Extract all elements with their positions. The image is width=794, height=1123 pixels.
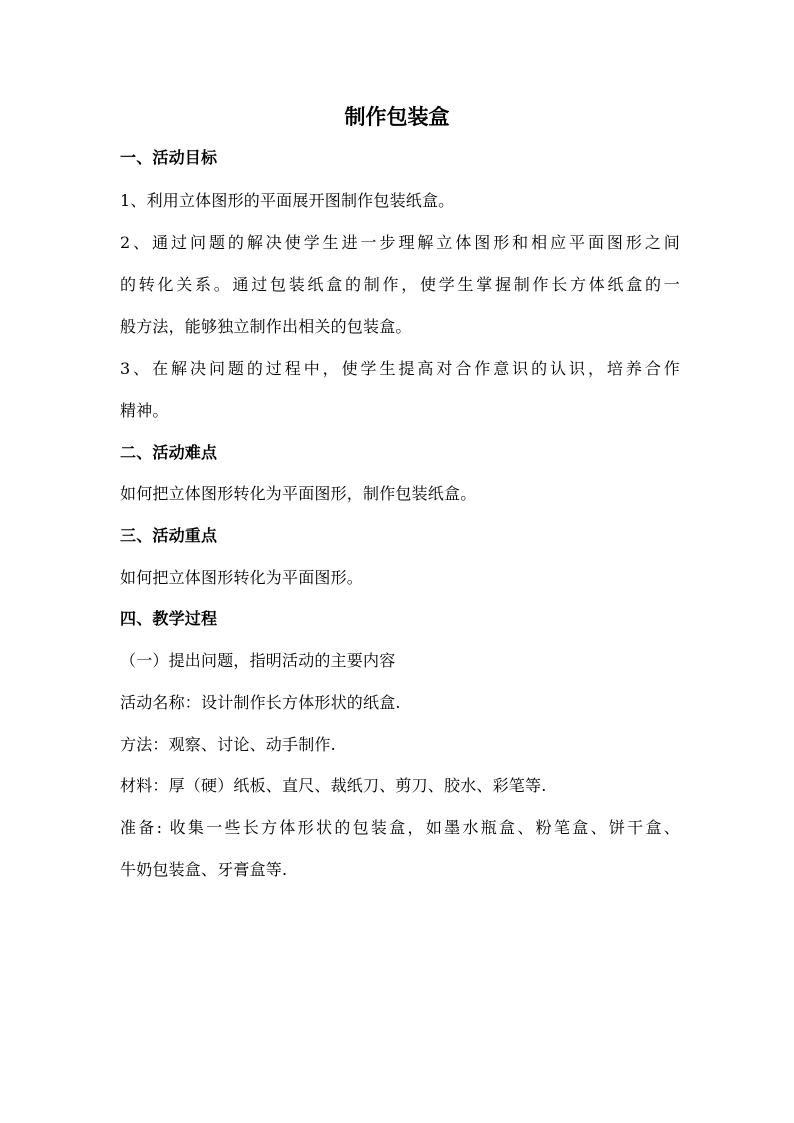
section-heading-difficulty: 二、活动难点 bbox=[120, 443, 218, 462]
activity-name-line: 活动名称：设计制作长方体形状的纸盒. bbox=[120, 693, 401, 712]
section-heading-process: 四、教学过程 bbox=[120, 609, 218, 628]
section-heading-key-point: 三、活动重点 bbox=[120, 526, 218, 545]
section-heading-goals: 一、活动目标 bbox=[120, 148, 218, 167]
materials-line: 材料：厚（硬）纸板、直尺、裁纸刀、剪刀、胶水、彩笔等. bbox=[120, 776, 547, 795]
goal-item-3-line-2: 精神。 bbox=[120, 401, 169, 420]
process-subheading-1: （一）提出问题，指明活动的主要内容 bbox=[120, 651, 396, 670]
difficulty-text: 如何把立体图形转化为平面图形，制作包装纸盒。 bbox=[120, 484, 477, 503]
key-point-text: 如何把立体图形转化为平面图形。 bbox=[120, 568, 364, 587]
method-line: 方法：观察、讨论、动手制作. bbox=[120, 735, 336, 754]
goal-item-2-line-1: 2、通过问题的解决使学生进一步理解立体图形和相应平面图形之间 bbox=[120, 233, 680, 252]
goal-item-1: 1、利用立体图形的平面展开图制作包装纸盒。 bbox=[120, 191, 455, 210]
goal-item-3-line-1: 3、在解决问题的过程中，使学生提高对合作意识的认识，培养合作 bbox=[120, 359, 680, 378]
goal-item-2-line-2: 的转化关系。通过包装纸盒的制作，使学生掌握制作长方体纸盒的一 bbox=[120, 275, 680, 294]
preparation-line-1: 准备: 收集一些长方体形状的包装盒，如墨水瓶盒、粉笔盒、饼干盒、 bbox=[120, 818, 680, 837]
goal-item-2-line-3: 般方法，能够独立制作出相关的包装盒。 bbox=[120, 317, 412, 336]
preparation-line-2: 牛奶包装盒、牙膏盒等. bbox=[120, 860, 288, 879]
document-title: 制作包装盒 bbox=[344, 104, 450, 129]
